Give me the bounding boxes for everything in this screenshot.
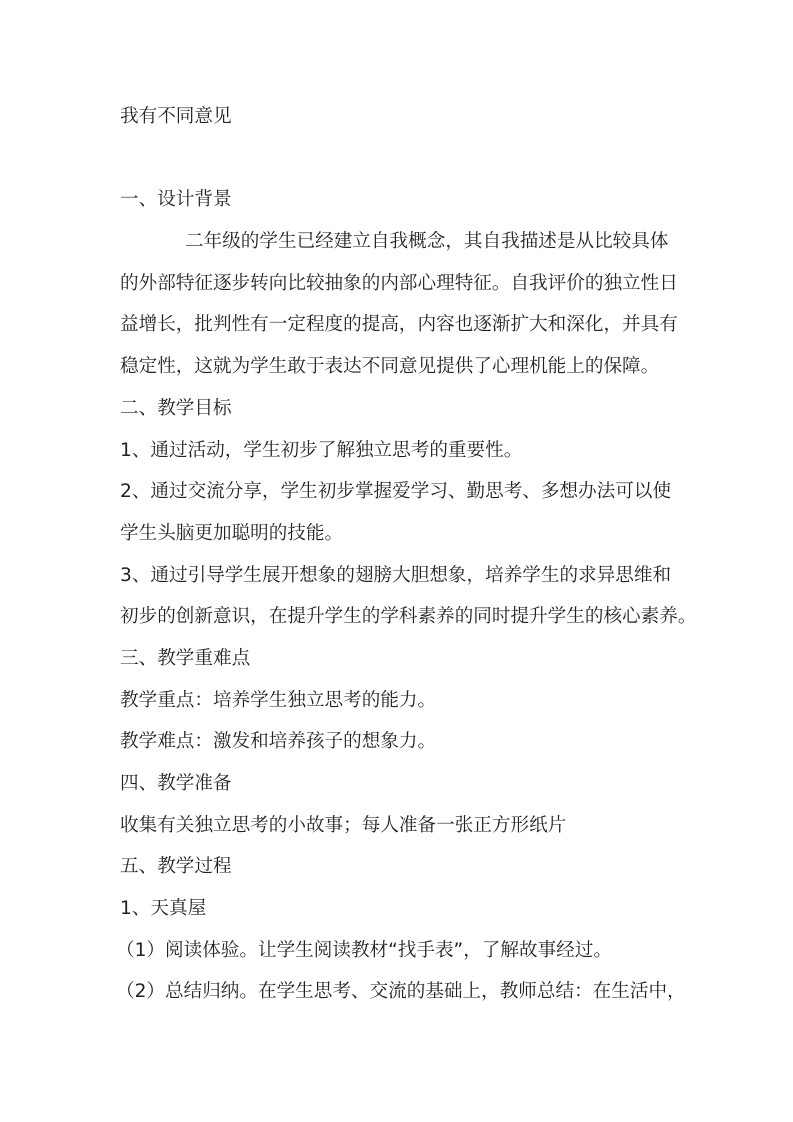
goal-item-continued: 学生头脑更加聪明的技能。 [120,522,344,544]
blank-line [120,138,690,180]
paragraph-line: 稳定性，这就为学生敢于表达不同意见提供了心理机能上的保障。 [120,356,660,378]
process-step: （1）阅读体验。让学生阅读教材“找手表”，了解故事经过。 [116,939,612,961]
document-title: 我有不同意见 [120,106,232,127]
paragraph-line: 益增长，批判性有一定程度的提高，内容也逐渐扩大和深化，并具有 [120,314,678,336]
preparation-text: 收集有关独立思考的小故事；每人准备一张正方形纸片 [120,814,567,836]
goal-item: 2、通过交流分享，学生初步掌握爱学习、勤思考、多想办法可以使 [120,481,672,503]
process-step: （2）总结归纳。在学生思考、交流的基础上，教师总结：在生活中， [116,981,686,1003]
goal-item-continued: 初步的创新意识，在提升学生的学科素养的同时提升学生的核心素养。 [120,606,697,628]
section-heading-preparation: 四、教学准备 [120,773,232,794]
section-heading-background: 一、设计背景 [120,189,232,211]
key-point-item: 教学重点：培养学生独立思考的能力。 [120,689,437,711]
section-heading-process: 五、教学过程 [120,856,232,878]
section-heading-goals: 二、教学目标 [120,397,232,419]
paragraph-line: 二年级的学生已经建立自我概念，其自我描述是从比较具体 [185,231,669,253]
goal-item: 1、通过活动，学生初步了解独立思考的重要性。 [120,439,523,461]
document-body [116,96,697,1013]
goal-item: 3、通过引导学生展开想象的翅膀大胆想象，培养学生的求异思维和 [120,564,672,586]
paragraph-line: 的外部特征逐步转向比较抽象的内部心理特征。自我评价的独立性日 [120,272,678,294]
key-point-item: 教学难点：激发和培养孩子的想象力。 [120,731,437,753]
section-heading-key-points: 三、教学重难点 [120,647,251,669]
process-subheading: 1、天真屋 [120,898,207,920]
